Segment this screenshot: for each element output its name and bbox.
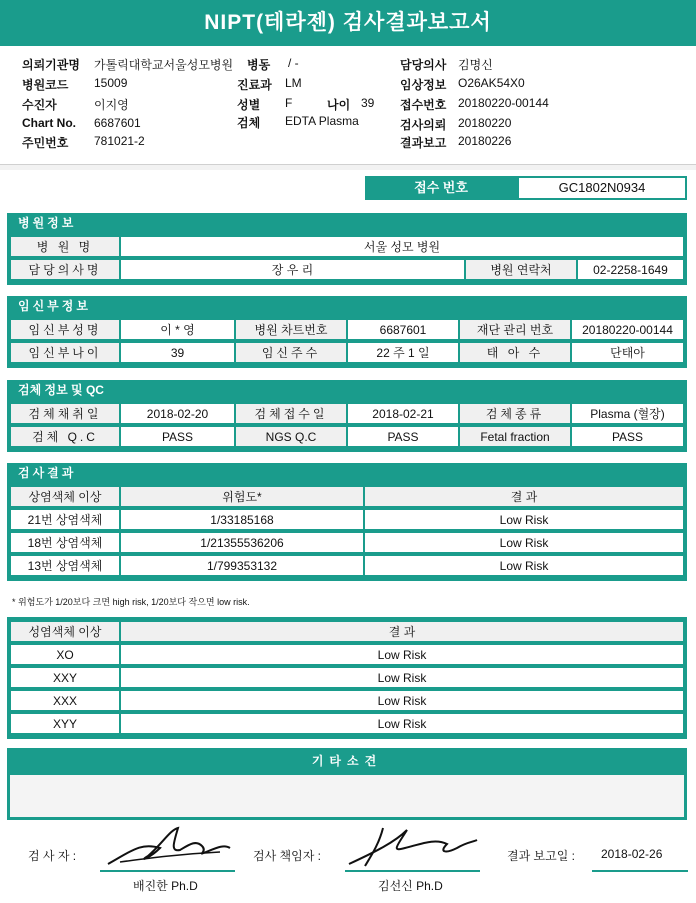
result-risk-value: 1/21355536206 xyxy=(120,532,364,553)
result-value: Low Risk xyxy=(364,509,684,530)
pregnant-name-label: 임신부성명 xyxy=(10,319,120,340)
responsible-label: 검사 책임자 : xyxy=(253,849,321,863)
sex-chromosome-result: Low Risk xyxy=(120,644,684,665)
specimen-qc-value: PASS xyxy=(120,426,235,447)
specimen-label: 검체 xyxy=(237,116,261,130)
institution-label: 의뢰기관명 xyxy=(22,58,80,72)
table-row xyxy=(10,403,684,424)
table-row xyxy=(10,690,684,711)
misc-body xyxy=(7,775,687,820)
table-row xyxy=(10,667,684,688)
doctor-value: 김명신 xyxy=(458,58,493,72)
table-row xyxy=(10,509,684,530)
results-header-result: 결 과 xyxy=(364,486,684,507)
mgmt-number-value: 20180220-00144 xyxy=(571,319,684,340)
table-row xyxy=(10,644,684,665)
result-risk-value: 1/799353132 xyxy=(120,555,364,576)
request-value: 20180220 xyxy=(458,116,512,130)
table-row xyxy=(10,621,684,642)
report-date-label: 결과 보고일 : xyxy=(507,849,575,863)
table-row xyxy=(10,342,684,363)
tester-label: 검 사 자 : xyxy=(28,849,77,863)
table-row xyxy=(10,259,684,280)
result-chromosome-name: 13번 상염색체 xyxy=(10,555,120,576)
pregnant-info-section xyxy=(7,296,687,368)
age-label: 나이 xyxy=(327,98,351,112)
hospital-code-value: 15009 xyxy=(94,76,128,90)
sex-header-result: 결 과 xyxy=(120,621,684,642)
tester-sign-line xyxy=(100,870,235,872)
doctor-label: 담당의사 xyxy=(400,58,447,72)
sex-chromosome-name: XO xyxy=(10,644,120,665)
collect-date-value: 2018-02-20 xyxy=(120,403,235,424)
gestation-weeks-label: 임신주수 xyxy=(235,342,347,363)
specimen-info-section xyxy=(7,380,687,452)
specimen-type-value: Plasma (혈장) xyxy=(571,403,684,424)
receive-date-value: 2018-02-21 xyxy=(347,403,459,424)
table-row xyxy=(10,532,684,553)
ward-label: 병동 xyxy=(247,58,271,72)
doctor-name-value: 장 우 리 xyxy=(120,259,465,280)
fetus-count-label: 태 아 수 xyxy=(459,342,571,363)
ngs-qc-label: NGS Q.C xyxy=(235,426,347,447)
hospital-chart-value: 6687601 xyxy=(347,319,459,340)
report-title: NIPT(테라젠) 검사결과보고서 xyxy=(0,0,696,46)
sex-chromosome-result: Low Risk xyxy=(120,690,684,711)
fetus-count-value: 단태아 xyxy=(571,342,684,363)
gestation-weeks-value: 22 주 1 일 xyxy=(347,342,459,363)
sex-chromosome-name: XXX xyxy=(10,690,120,711)
id-value: 781021-2 xyxy=(94,134,145,148)
id-label: 주민번호 xyxy=(22,136,69,150)
receipt-value: GC1802N0934 xyxy=(517,176,687,200)
hospital-contact-label: 병원 연락처 xyxy=(465,259,577,280)
hospital-code-label: 병원코드 xyxy=(22,78,69,92)
table-row xyxy=(10,426,684,447)
hospital-info-title: 병원정보 xyxy=(18,216,77,230)
receipt-no-label: 접수번호 xyxy=(400,98,447,112)
sex-chromosome-name: XYY xyxy=(10,713,120,734)
chart-value: 6687601 xyxy=(94,116,141,130)
result-chromosome-name: 18번 상염색체 xyxy=(10,532,120,553)
fetal-fraction-label: Fetal fraction xyxy=(459,426,571,447)
header-divider xyxy=(0,164,696,165)
results-title: 검사결과 xyxy=(18,466,77,480)
ward-value: / - xyxy=(288,56,299,70)
hospital-info-section xyxy=(7,213,687,285)
receive-date-label: 검체접수일 xyxy=(235,403,347,424)
sex-value: F xyxy=(285,96,293,110)
recipient-label: 수진자 xyxy=(22,98,57,112)
sex-chromosome-result: Low Risk xyxy=(120,713,684,734)
hospital-name-value: 서울 성모 병원 xyxy=(120,236,684,257)
chart-label: Chart No. xyxy=(22,116,76,130)
result-value: Low Risk xyxy=(364,532,684,553)
collect-date-label: 검체채취일 xyxy=(10,403,120,424)
patient-meta xyxy=(0,46,696,164)
hospital-name-label: 병 원 명 xyxy=(10,236,120,257)
pregnant-info-title: 임신부정보 xyxy=(18,299,91,313)
result-chromosome-name: 21번 상염색체 xyxy=(10,509,120,530)
specimen-value: EDTA Plasma xyxy=(285,114,359,128)
sex-chromosome-section xyxy=(7,617,687,739)
receipt-no-value: 20180220-00144 xyxy=(458,96,549,110)
department-value: LM xyxy=(285,76,302,90)
doctor-name-label: 담당의사명 xyxy=(10,259,120,280)
risk-footnote: * 위험도가 1/20보다 크면 high risk, 1/20보다 작으면 low risk. xyxy=(12,597,250,607)
responsible-name: 김선신 Ph.D xyxy=(378,879,443,893)
table-row xyxy=(10,713,684,734)
specimen-info-title: 검체 정보 및 QC xyxy=(18,383,104,397)
tester-name: 배진한 Ph.D xyxy=(133,879,198,893)
request-label: 검사의뢰 xyxy=(400,118,447,132)
department-label: 진료과 xyxy=(237,78,272,92)
sex-label: 성별 xyxy=(237,98,261,112)
age-value: 39 xyxy=(361,96,375,110)
results-header-risk: 위험도* xyxy=(120,486,364,507)
misc-title: 기타소견 xyxy=(7,748,687,775)
table-row xyxy=(10,555,684,576)
results-section xyxy=(7,463,687,581)
result-value: Low Risk xyxy=(364,555,684,576)
recipient-value: 이지영 xyxy=(94,98,129,112)
clinical-info-label: 임상정보 xyxy=(400,78,447,92)
table-row xyxy=(10,236,684,257)
specimen-qc-label: 검체 Q.C xyxy=(10,426,120,447)
clinical-info-value: O26AK54X0 xyxy=(458,76,525,90)
sex-chromosome-name: XXY xyxy=(10,667,120,688)
institution-value: 가톨릭대학교서울성모병원 xyxy=(94,58,234,72)
report-value: 20180226 xyxy=(458,134,512,148)
pregnant-age-label: 임신부나이 xyxy=(10,342,120,363)
sex-header-chromosome: 성염색체 이상 xyxy=(10,621,120,642)
responsible-signature xyxy=(345,822,480,872)
responsible-sign-line xyxy=(345,870,480,872)
mgmt-number-label: 재단 관리 번호 xyxy=(459,319,571,340)
fetal-fraction-value: PASS xyxy=(571,426,684,447)
report-date-line xyxy=(592,870,688,872)
result-risk-value: 1/33185168 xyxy=(120,509,364,530)
report-date-value: 2018-02-26 xyxy=(601,847,663,861)
specimen-type-label: 검체종류 xyxy=(459,403,571,424)
table-row xyxy=(10,319,684,340)
table-row xyxy=(10,486,684,507)
sex-chromosome-result: Low Risk xyxy=(120,667,684,688)
pregnant-age-value: 39 xyxy=(120,342,235,363)
results-header-chromosome: 상염색체 이상 xyxy=(10,486,120,507)
pregnant-name-value: 이 * 영 xyxy=(120,319,235,340)
receipt-label: 접수 번호 xyxy=(365,176,517,200)
ngs-qc-value: PASS xyxy=(347,426,459,447)
tester-signature xyxy=(100,822,235,872)
report-label: 결과보고 xyxy=(400,136,447,150)
hospital-contact-value: 02-2258-1649 xyxy=(577,259,684,280)
hospital-chart-label: 병원 차트번호 xyxy=(235,319,347,340)
